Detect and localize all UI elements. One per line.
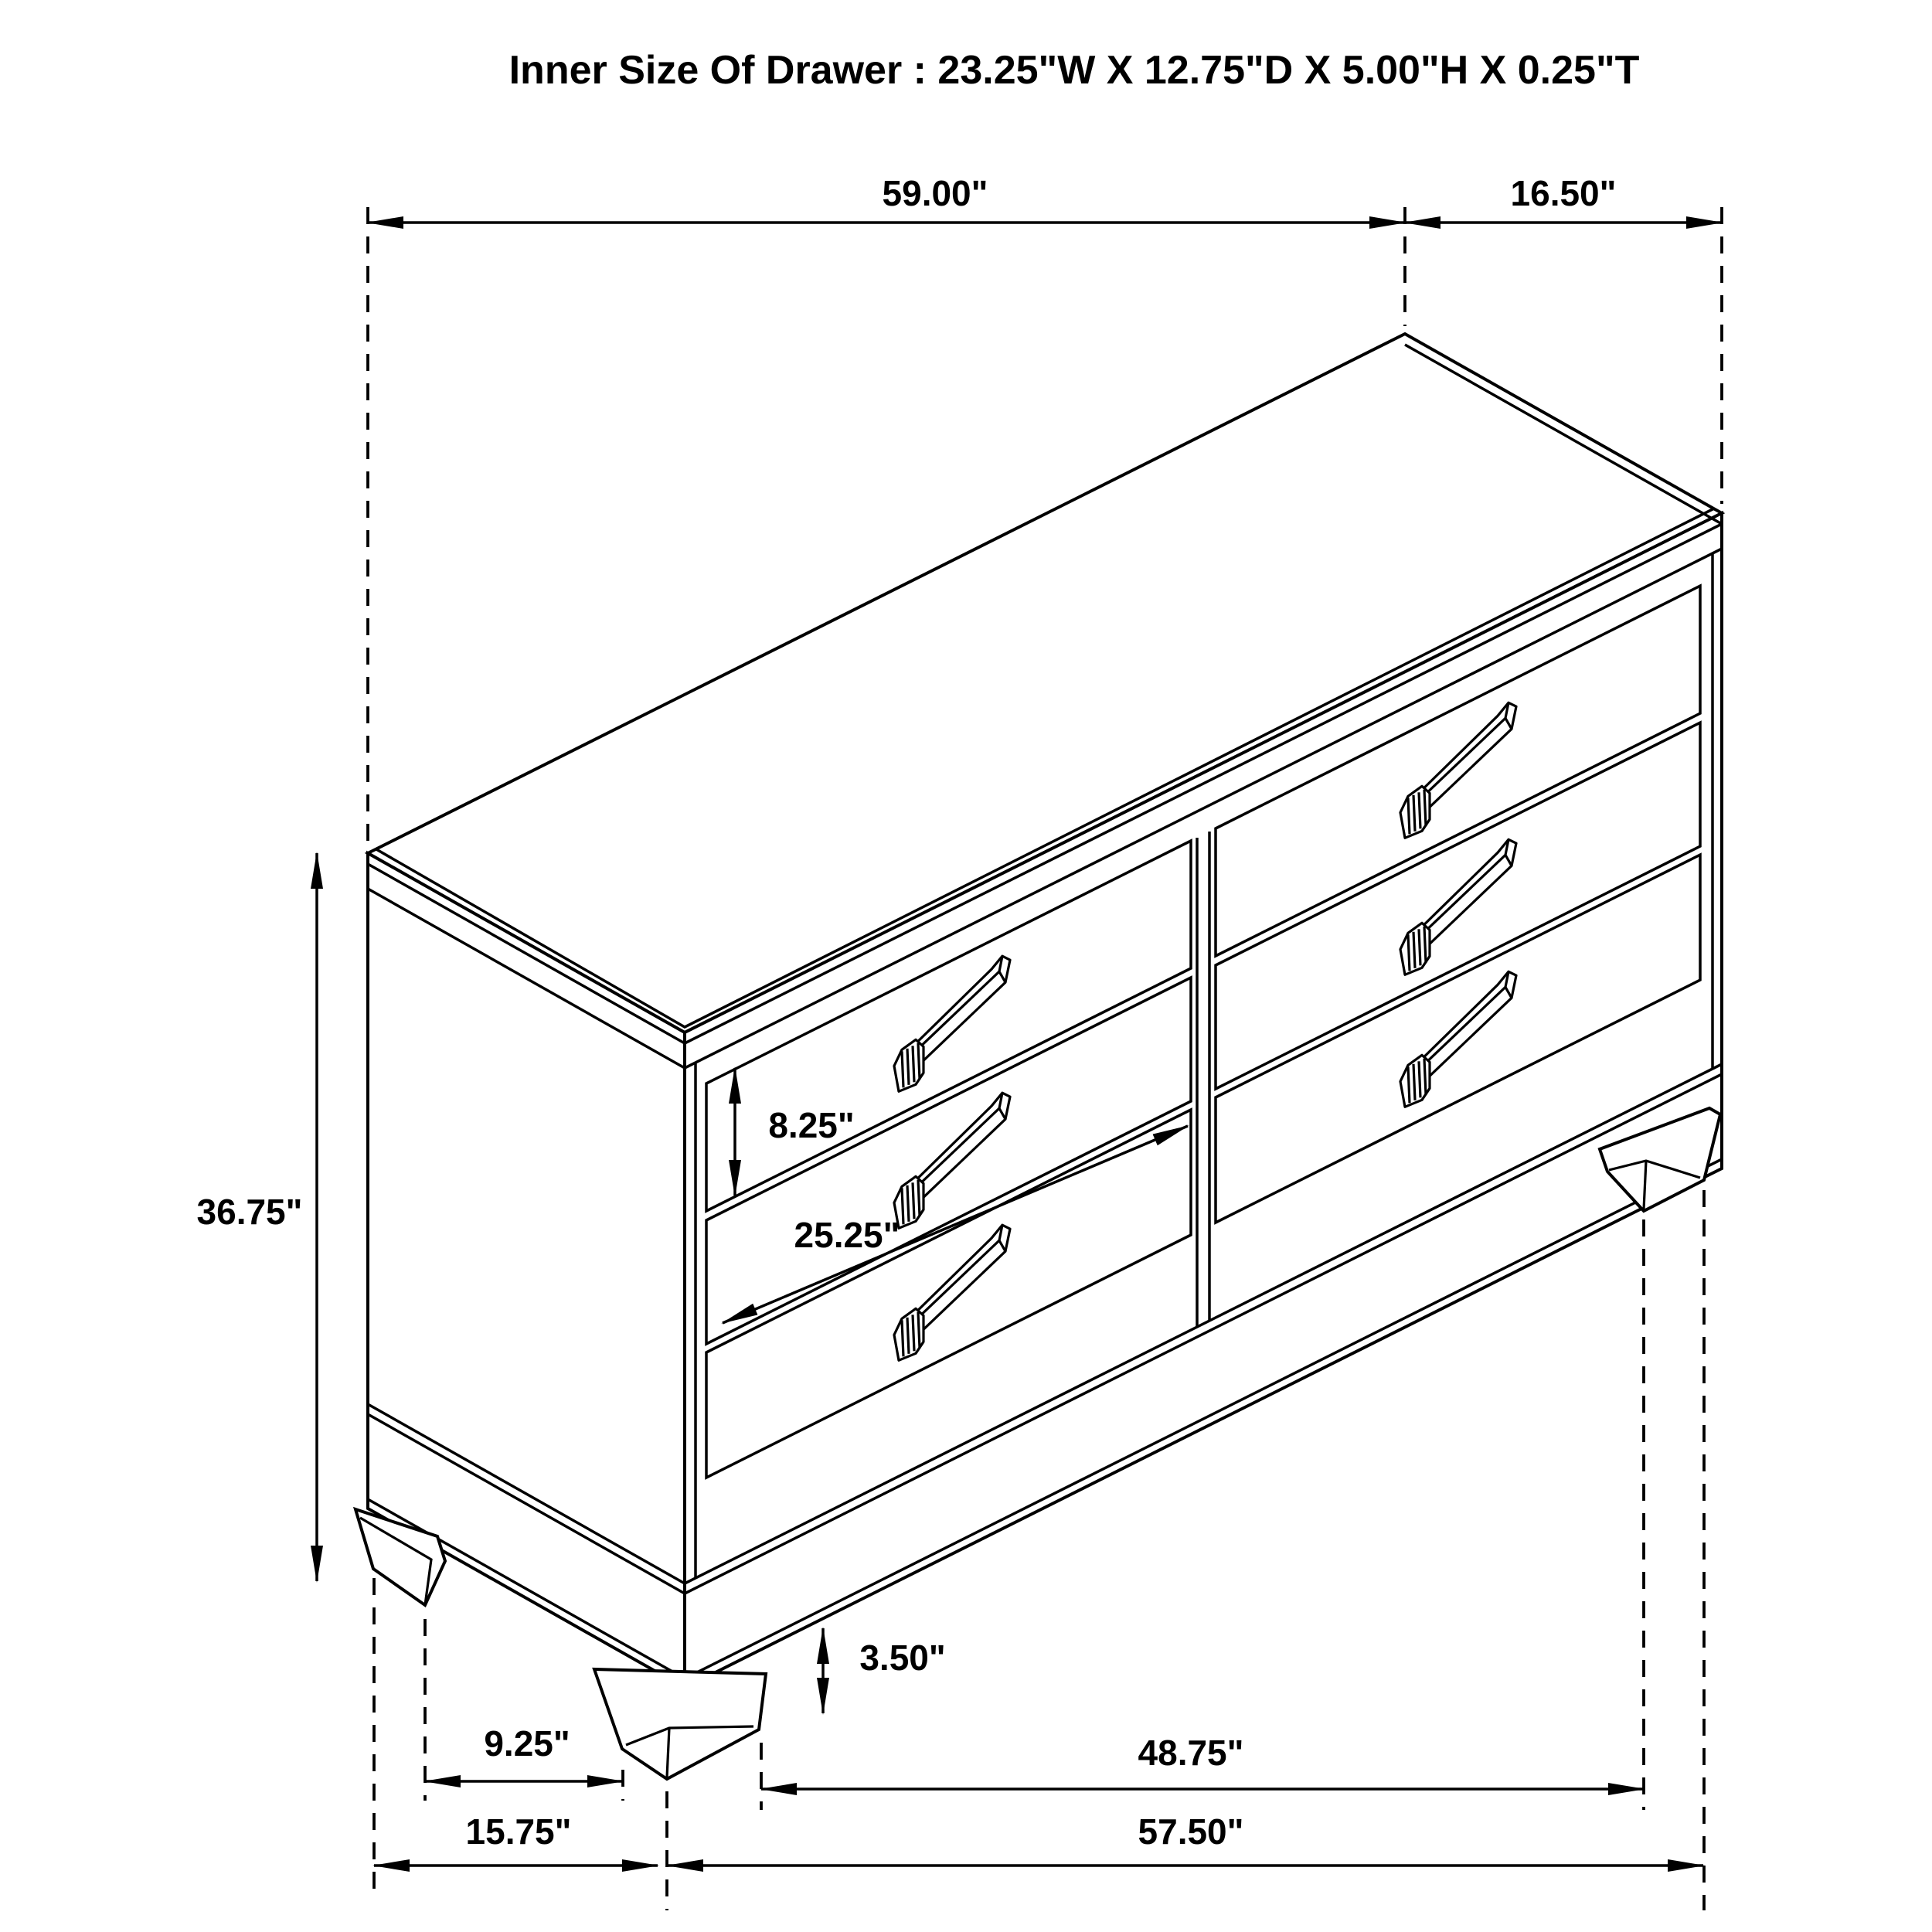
- drawer-handle-r2c1-part: [907, 1185, 909, 1222]
- drawer-handle-r1c1-part: [902, 1051, 903, 1087]
- drawer-handle-r3c1-part: [918, 1312, 920, 1349]
- drawer-handle-r3c1-part: [907, 1318, 909, 1354]
- drawer-handle-r1c2-part: [1419, 792, 1420, 828]
- dim-base-front-width-label: 48.75": [1138, 1733, 1244, 1773]
- drawer-handle-r2c2-part: [1424, 927, 1426, 963]
- drawer-handle-r3c2-part: [1413, 1064, 1415, 1100]
- page-title: Inner Size Of Drawer : 23.25"W X 12.75"D X 5.00"H X 0.25"T: [509, 48, 1640, 93]
- drawer-handle-r1c1-part: [913, 1046, 914, 1082]
- drawer-handle-r3c1-part: [902, 1320, 903, 1356]
- foot-front-left: [594, 1669, 766, 1779]
- drawer-handle-r3c2-part: [1419, 1061, 1420, 1097]
- dim-base-depth-label: 15.75": [465, 1811, 572, 1852]
- dim-top-width-label: 59.00": [882, 173, 988, 213]
- dim-foot-height-label: 3.50": [859, 1638, 946, 1678]
- drawer-handle-r2c2-part: [1419, 929, 1420, 965]
- drawer-handle-r2c2-part: [1413, 932, 1415, 968]
- drawer-handle-r2c2-part: [1408, 934, 1410, 971]
- dim-foot-spacing-label: 9.25": [484, 1723, 570, 1764]
- drawer-handle-r1c1-part: [918, 1043, 920, 1080]
- dim-top-depth-label: 16.50": [1510, 173, 1617, 213]
- drawer-handle-r3c2-part: [1424, 1059, 1426, 1095]
- drawer-handle-r2c1-part: [902, 1188, 903, 1224]
- dim-overall-height-label: 36.75": [196, 1192, 303, 1232]
- dim-drawer-width-label: 25.25": [794, 1215, 900, 1255]
- drawer-handle-r3c2-part: [1408, 1066, 1410, 1103]
- drawer-handle-r1c1-part: [907, 1049, 909, 1085]
- drawer-handle-r3c1-part: [913, 1315, 914, 1351]
- drawer-handle-r2c1-part: [913, 1182, 914, 1219]
- dim-drawer-height-label: 8.25": [768, 1105, 855, 1145]
- dim-base-total-width-label: 57.50": [1138, 1811, 1244, 1852]
- drawer-handle-r2c1-part: [918, 1180, 920, 1216]
- drawer-handle-r1c2-part: [1413, 795, 1415, 832]
- drawer-handle-r1c2-part: [1408, 798, 1410, 834]
- drawer-handle-r1c2-part: [1424, 790, 1426, 826]
